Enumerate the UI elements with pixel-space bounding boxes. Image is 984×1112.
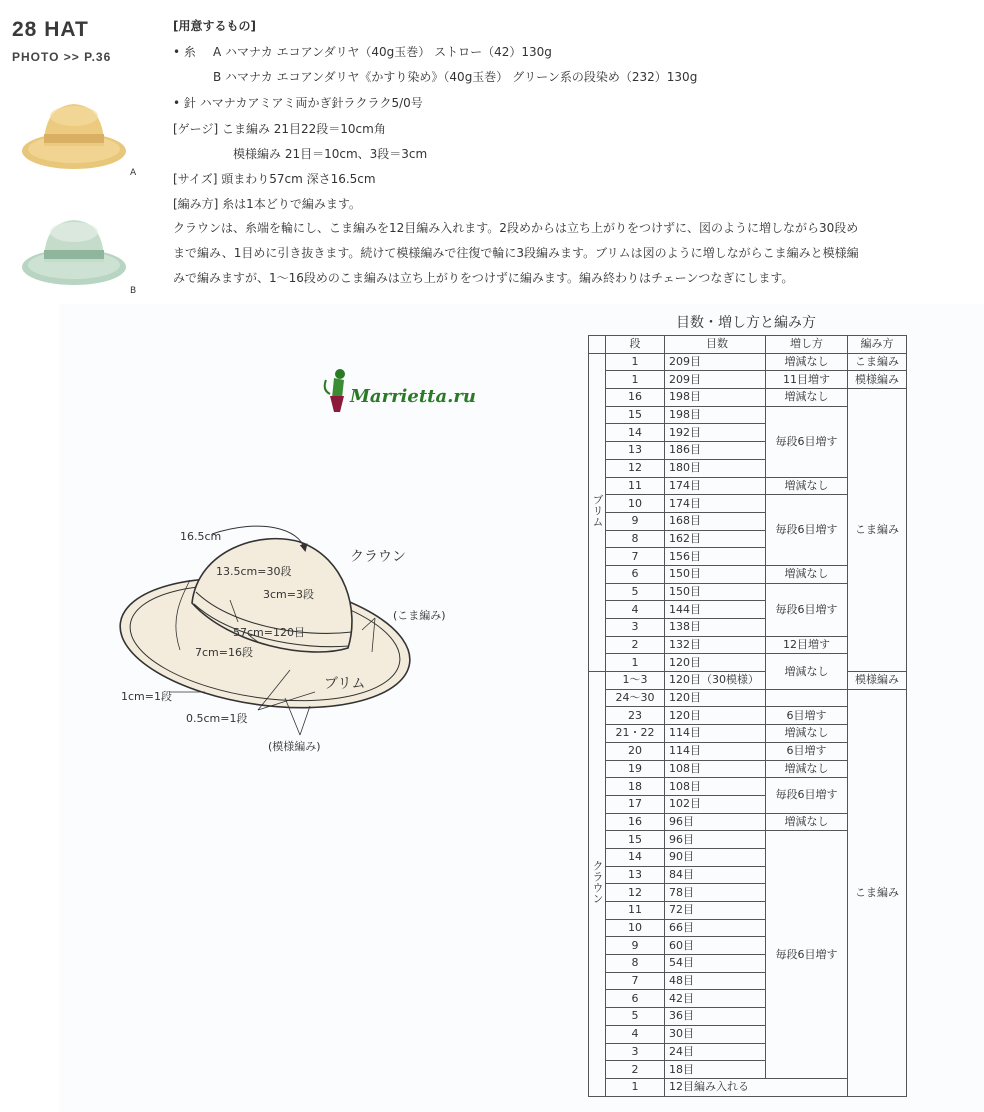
table-row: 4 30目: [589, 1025, 907, 1043]
table-row: 2 132目 12目増す: [589, 636, 907, 654]
table-row: 1 120目 増減なし: [589, 654, 907, 672]
gauge-line-2: 模様編み 21目＝10cm、3段＝3cm: [233, 147, 428, 161]
table-row: 15 96目 毎段6目増す: [589, 831, 907, 849]
table-row: 14 192目: [589, 424, 907, 442]
table-row: 6 42目: [589, 990, 907, 1008]
table-row: 3 138目: [589, 619, 907, 637]
header-stitch-type: 編み方: [848, 336, 907, 354]
table-row: 8 162目: [589, 530, 907, 548]
crown-label: クラウン: [350, 549, 406, 565]
table-row: 4 144目: [589, 601, 907, 619]
table-title: 目数・増し方と編み方: [676, 315, 816, 331]
table-row: 21・22 114目 増減なし: [589, 725, 907, 743]
yarn-prefix: • 糸: [173, 45, 196, 59]
header-row-number: 段: [606, 336, 665, 354]
table-row: 3 24目: [589, 1043, 907, 1061]
table-row: 2 18目: [589, 1061, 907, 1079]
table-row: 14 90目: [589, 848, 907, 866]
table-row: 23 120目 6目増す: [589, 707, 907, 725]
description-line-2: まで編み、1目めに引き抜きます。続けて模様編みで往復で輪に3段編みます。ブリムは図のように増しながらこま編みと模様編: [173, 246, 859, 260]
table-row: ブリム 1 209目 増減なし こま編み: [589, 353, 907, 371]
pattern-stitch-label: (模様編み): [268, 740, 321, 753]
gauge-line-1: [ゲージ] こま編み 21目22段＝10cm角: [173, 122, 386, 136]
brim-label: ブリム: [324, 676, 366, 692]
table-row: 20 114目 6目増す: [589, 742, 907, 760]
table-row: 1 12目編み入れる: [589, 1078, 907, 1096]
table-row: クラウン 1〜3 120目（30模様） 模様編み: [589, 672, 907, 690]
band-label: 3cm=3段: [263, 588, 314, 601]
header-increase: 増し方: [766, 336, 848, 354]
hat-photo-a: [20, 96, 128, 176]
description-line-1: クラウンは、糸端を輪にし、こま編みを12目編み入れます。2段めからは立ち上がりをつけずに、図のように増しながら30段め: [173, 221, 859, 235]
table-row: 7 48目: [589, 972, 907, 990]
needle: • 針 ハマナカアミアミ両かぎ針ラクラク5/0号: [173, 96, 423, 110]
table-header-row: [589, 336, 907, 354]
edge-row-label-2: 0.5cm=1段: [186, 712, 248, 725]
yarn-b: B ハマナカ エコアンダリヤ《かすり染め》（40g玉巻） グリーン系の段染め（232）130g: [213, 70, 698, 84]
table-row: 11 174目 増減なし: [589, 477, 907, 495]
header-stitches: 目数: [665, 336, 766, 354]
table-row: 5 36目: [589, 1008, 907, 1026]
table-row: 5 150目 毎段6目増す: [589, 583, 907, 601]
section-crown: クラウン: [589, 672, 606, 1097]
hat-photo-b: [20, 212, 128, 292]
table-row: 12 78目: [589, 884, 907, 902]
table-row: 12 180目: [589, 459, 907, 477]
description-line-3: みで編みますが、1〜16段めのこま編みは立ち上がりをつけずに編みます。編み終わりはチェーンつなぎにします。: [173, 271, 794, 285]
table-row: 13 84目: [589, 866, 907, 884]
depth-label: 16.5cm: [180, 530, 222, 543]
fairy-logo-icon: [322, 368, 350, 416]
size: [サイズ] 頭まわり57cm 深さ16.5cm: [173, 172, 376, 186]
single-crochet-label: (こま編み): [393, 609, 446, 622]
table-row: 19 108目 増減なし: [589, 760, 907, 778]
brim-rows-label: 7cm=16段: [195, 646, 253, 659]
table-row: 18 108目 毎段6目増す: [589, 778, 907, 796]
section-header-blank: [589, 336, 606, 354]
table-row: 16 96目 増減なし: [589, 813, 907, 831]
crown-rows-label: 13.5cm=30段: [216, 565, 292, 578]
table-row: 13 186目: [589, 442, 907, 460]
table-row: 24〜30 120目 こま編み: [589, 689, 907, 707]
section-brim: ブリム: [589, 353, 606, 671]
table-row: 11 72目: [589, 902, 907, 920]
table-row: 1 209目 11目増す 模様編み: [589, 371, 907, 389]
stitch-count-table: [588, 335, 907, 1097]
hat-label-b: B: [130, 286, 137, 296]
table-row: 17 102目: [589, 795, 907, 813]
table-row: 10 174目 毎段6目増す: [589, 495, 907, 513]
table-row: 8 54目: [589, 955, 907, 973]
table-row: 9 168目: [589, 512, 907, 530]
hat-label-a: A: [130, 168, 137, 178]
page-title: 28 HAT: [12, 18, 89, 41]
table-row: 15 198目 毎段6目増す: [589, 406, 907, 424]
table-row: 7 156目: [589, 548, 907, 566]
table-row: 10 66目: [589, 919, 907, 937]
table-row: 9 60目: [589, 937, 907, 955]
edge-row-label-1: 1cm=1段: [121, 690, 172, 703]
yarn-a: A ハマナカ エコアンダリヤ（40g玉巻） ストロー（42）130g: [213, 45, 552, 59]
photo-reference: PHOTO >> P.36: [12, 50, 112, 64]
materials-heading: [用意するもの]: [173, 19, 256, 33]
table-row: 16 198目 増減なし こま編み: [589, 389, 907, 407]
table-row: 6 150目 増減なし: [589, 565, 907, 583]
logo-text: Marrietta.ru: [350, 386, 476, 407]
circumference-label: 57cm=120目: [233, 626, 305, 639]
method: [編み方] 糸は1本どりで編みます。: [173, 197, 361, 211]
